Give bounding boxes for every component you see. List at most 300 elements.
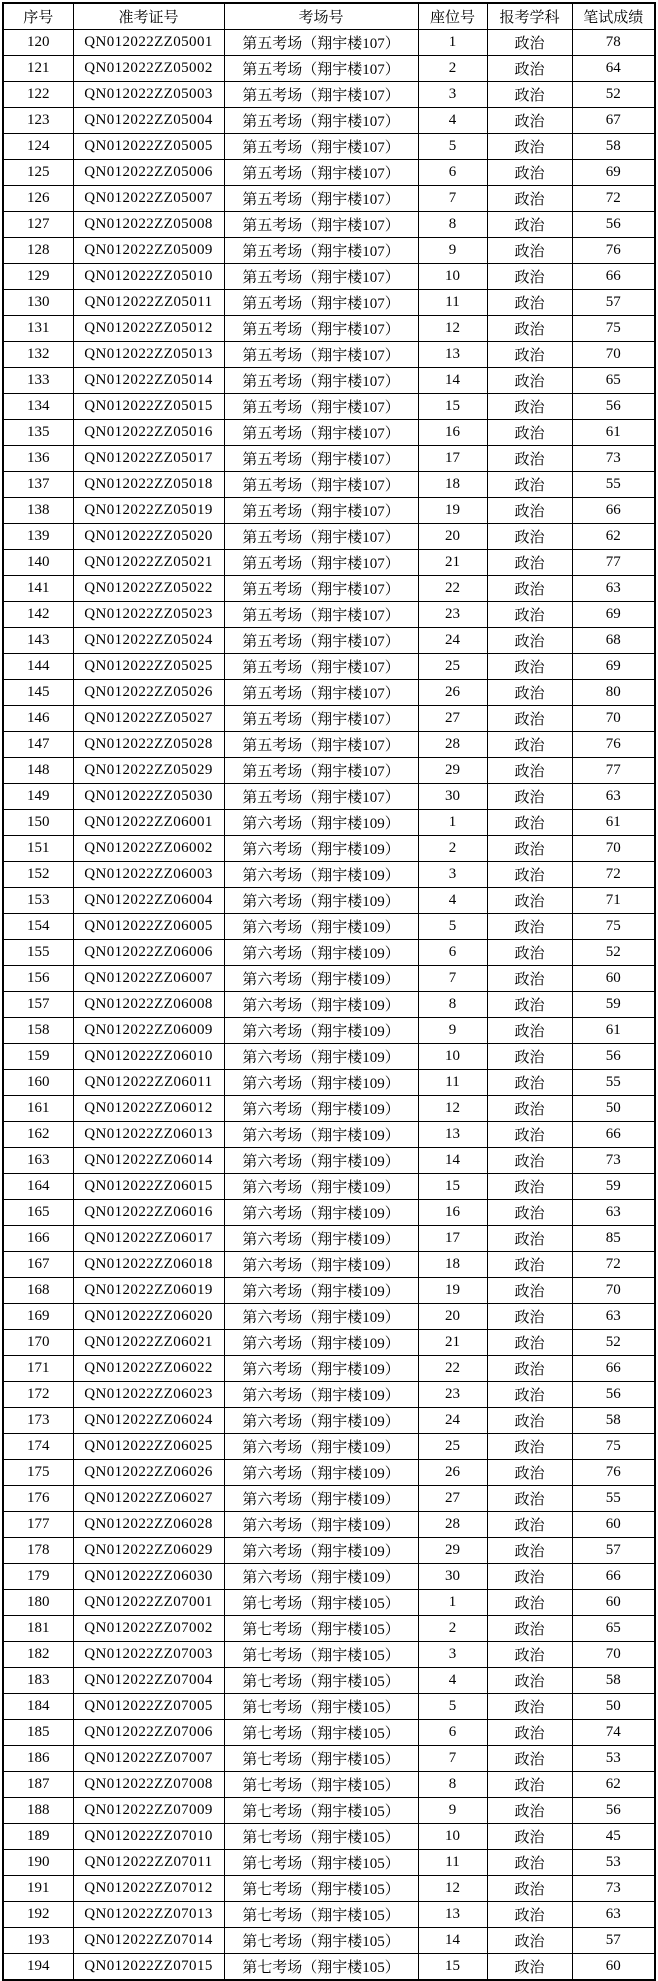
cell-subject: 政治	[487, 706, 572, 732]
cell-room: 第六考场（翔宇楼109）	[224, 1018, 418, 1044]
cell-serial: 185	[3, 1720, 73, 1746]
table-row	[3, 56, 655, 82]
cell-subject: 政治	[487, 758, 572, 784]
cell-subject: 政治	[487, 732, 572, 758]
table-row	[3, 966, 655, 992]
cell-serial: 126	[3, 186, 73, 212]
cell-seat: 4	[418, 888, 487, 914]
cell-serial: 122	[3, 82, 73, 108]
cell-room: 第七考场（翔宇楼105）	[224, 1798, 418, 1824]
cell-subject: 政治	[487, 1720, 572, 1746]
cell-ticket: QN012022ZZ07015	[73, 1954, 224, 1981]
cell-subject: 政治	[487, 1226, 572, 1252]
cell-serial: 189	[3, 1824, 73, 1850]
table-row	[3, 914, 655, 940]
cell-subject: 政治	[487, 30, 572, 56]
cell-ticket: QN012022ZZ05012	[73, 316, 224, 342]
cell-subject: 政治	[487, 1538, 572, 1564]
cell-score: 75	[572, 914, 655, 940]
cell-ticket: QN012022ZZ05023	[73, 602, 224, 628]
cell-room: 第五考场（翔宇楼107）	[224, 56, 418, 82]
cell-score: 60	[572, 1512, 655, 1538]
cell-score: 56	[572, 1798, 655, 1824]
cell-ticket: QN012022ZZ05020	[73, 524, 224, 550]
cell-score: 52	[572, 1330, 655, 1356]
cell-ticket: QN012022ZZ05001	[73, 30, 224, 56]
cell-ticket: QN012022ZZ06014	[73, 1148, 224, 1174]
cell-room: 第五考场（翔宇楼107）	[224, 758, 418, 784]
cell-serial: 131	[3, 316, 73, 342]
cell-subject: 政治	[487, 1044, 572, 1070]
cell-seat: 15	[418, 1954, 487, 1981]
cell-ticket: QN012022ZZ05017	[73, 446, 224, 472]
cell-serial: 173	[3, 1408, 73, 1434]
table-row	[3, 784, 655, 810]
cell-score: 73	[572, 1148, 655, 1174]
cell-serial: 145	[3, 680, 73, 706]
cell-room: 第五考场（翔宇楼107）	[224, 368, 418, 394]
cell-room: 第五考场（翔宇楼107）	[224, 238, 418, 264]
cell-room: 第七考场（翔宇楼105）	[224, 1876, 418, 1902]
cell-subject: 政治	[487, 394, 572, 420]
cell-score: 63	[572, 1200, 655, 1226]
cell-serial: 132	[3, 342, 73, 368]
cell-ticket: QN012022ZZ06013	[73, 1122, 224, 1148]
table-row	[3, 1044, 655, 1070]
cell-ticket: QN012022ZZ06006	[73, 940, 224, 966]
cell-ticket: QN012022ZZ06017	[73, 1226, 224, 1252]
cell-score: 76	[572, 732, 655, 758]
cell-subject: 政治	[487, 940, 572, 966]
table-row	[3, 238, 655, 264]
cell-score: 63	[572, 1304, 655, 1330]
cell-serial: 133	[3, 368, 73, 394]
cell-seat: 29	[418, 1538, 487, 1564]
cell-room: 第六考场（翔宇楼109）	[224, 1252, 418, 1278]
cell-score: 75	[572, 316, 655, 342]
cell-subject: 政治	[487, 238, 572, 264]
cell-ticket: QN012022ZZ05016	[73, 420, 224, 446]
cell-ticket: QN012022ZZ07007	[73, 1746, 224, 1772]
cell-serial: 164	[3, 1174, 73, 1200]
cell-seat: 28	[418, 1512, 487, 1538]
table-row	[3, 1148, 655, 1174]
cell-room: 第六考场（翔宇楼109）	[224, 1226, 418, 1252]
cell-score: 55	[572, 1070, 655, 1096]
cell-score: 53	[572, 1746, 655, 1772]
cell-ticket: QN012022ZZ05027	[73, 706, 224, 732]
cell-serial: 147	[3, 732, 73, 758]
cell-seat: 6	[418, 940, 487, 966]
cell-seat: 27	[418, 1486, 487, 1512]
cell-serial: 137	[3, 472, 73, 498]
cell-ticket: QN012022ZZ07010	[73, 1824, 224, 1850]
table-row	[3, 446, 655, 472]
cell-ticket: QN012022ZZ07001	[73, 1590, 224, 1616]
cell-score: 70	[572, 1278, 655, 1304]
table-row	[3, 30, 655, 56]
cell-ticket: QN012022ZZ07003	[73, 1642, 224, 1668]
cell-serial: 141	[3, 576, 73, 602]
table-row	[3, 836, 655, 862]
cell-score: 56	[572, 1382, 655, 1408]
cell-seat: 22	[418, 576, 487, 602]
cell-subject: 政治	[487, 862, 572, 888]
cell-subject: 政治	[487, 1512, 572, 1538]
cell-seat: 29	[418, 758, 487, 784]
cell-subject: 政治	[487, 1590, 572, 1616]
cell-subject: 政治	[487, 654, 572, 680]
cell-room: 第七考场（翔宇楼105）	[224, 1902, 418, 1928]
cell-seat: 11	[418, 1850, 487, 1876]
table-row	[3, 524, 655, 550]
cell-ticket: QN012022ZZ05029	[73, 758, 224, 784]
cell-room: 第六考场（翔宇楼109）	[224, 1434, 418, 1460]
cell-serial: 140	[3, 550, 73, 576]
cell-serial: 193	[3, 1928, 73, 1954]
table-row	[3, 1278, 655, 1304]
cell-ticket: QN012022ZZ06023	[73, 1382, 224, 1408]
cell-serial: 139	[3, 524, 73, 550]
header-exam-room: 考场号	[224, 3, 418, 30]
cell-score: 73	[572, 1876, 655, 1902]
cell-subject: 政治	[487, 1642, 572, 1668]
table-row	[3, 342, 655, 368]
table-row	[3, 1408, 655, 1434]
cell-ticket: QN012022ZZ05019	[73, 498, 224, 524]
table-row	[3, 1564, 655, 1590]
cell-serial: 171	[3, 1356, 73, 1382]
cell-room: 第七考场（翔宇楼105）	[224, 1772, 418, 1798]
cell-score: 77	[572, 550, 655, 576]
cell-subject: 政治	[487, 1252, 572, 1278]
cell-room: 第六考场（翔宇楼109）	[224, 992, 418, 1018]
cell-seat: 30	[418, 784, 487, 810]
table-row	[3, 186, 655, 212]
cell-serial: 163	[3, 1148, 73, 1174]
cell-room: 第六考场（翔宇楼109）	[224, 1382, 418, 1408]
cell-room: 第六考场（翔宇楼109）	[224, 1538, 418, 1564]
cell-ticket: QN012022ZZ06019	[73, 1278, 224, 1304]
cell-score: 63	[572, 784, 655, 810]
cell-ticket: QN012022ZZ06011	[73, 1070, 224, 1096]
cell-seat: 5	[418, 134, 487, 160]
cell-seat: 9	[418, 1018, 487, 1044]
cell-subject: 政治	[487, 784, 572, 810]
cell-score: 50	[572, 1096, 655, 1122]
cell-subject: 政治	[487, 316, 572, 342]
cell-subject: 政治	[487, 212, 572, 238]
cell-seat: 24	[418, 1408, 487, 1434]
cell-serial: 191	[3, 1876, 73, 1902]
cell-score: 59	[572, 1174, 655, 1200]
cell-seat: 23	[418, 1382, 487, 1408]
cell-seat: 2	[418, 836, 487, 862]
cell-room: 第七考场（翔宇楼105）	[224, 1928, 418, 1954]
cell-seat: 23	[418, 602, 487, 628]
cell-serial: 120	[3, 30, 73, 56]
cell-room: 第六考场（翔宇楼109）	[224, 810, 418, 836]
cell-room: 第五考场（翔宇楼107）	[224, 160, 418, 186]
cell-score: 52	[572, 82, 655, 108]
cell-score: 56	[572, 212, 655, 238]
cell-serial: 172	[3, 1382, 73, 1408]
cell-score: 66	[572, 1122, 655, 1148]
cell-room: 第六考场（翔宇楼109）	[224, 940, 418, 966]
cell-serial: 158	[3, 1018, 73, 1044]
table-row	[3, 1954, 655, 1981]
cell-score: 63	[572, 576, 655, 602]
cell-ticket: QN012022ZZ07008	[73, 1772, 224, 1798]
cell-seat: 1	[418, 30, 487, 56]
cell-score: 76	[572, 238, 655, 264]
cell-serial: 175	[3, 1460, 73, 1486]
cell-seat: 10	[418, 1824, 487, 1850]
cell-subject: 政治	[487, 56, 572, 82]
cell-ticket: QN012022ZZ05002	[73, 56, 224, 82]
cell-seat: 13	[418, 1902, 487, 1928]
cell-seat: 14	[418, 1148, 487, 1174]
table-row	[3, 1720, 655, 1746]
cell-serial: 121	[3, 56, 73, 82]
cell-subject: 政治	[487, 602, 572, 628]
table-row	[3, 940, 655, 966]
cell-serial: 130	[3, 290, 73, 316]
cell-ticket: QN012022ZZ05010	[73, 264, 224, 290]
table-row	[3, 1642, 655, 1668]
cell-subject: 政治	[487, 680, 572, 706]
cell-subject: 政治	[487, 628, 572, 654]
cell-room: 第五考场（翔宇楼107）	[224, 212, 418, 238]
cell-serial: 165	[3, 1200, 73, 1226]
table-row	[3, 628, 655, 654]
cell-score: 57	[572, 1538, 655, 1564]
cell-room: 第五考场（翔宇楼107）	[224, 186, 418, 212]
cell-serial: 176	[3, 1486, 73, 1512]
cell-subject: 政治	[487, 992, 572, 1018]
cell-ticket: QN012022ZZ06024	[73, 1408, 224, 1434]
table-body	[3, 30, 655, 1981]
cell-subject: 政治	[487, 1746, 572, 1772]
header-admission-ticket-number: 准考证号	[73, 3, 224, 30]
cell-subject: 政治	[487, 1070, 572, 1096]
cell-serial: 150	[3, 810, 73, 836]
cell-ticket: QN012022ZZ06025	[73, 1434, 224, 1460]
table-row	[3, 160, 655, 186]
cell-serial: 125	[3, 160, 73, 186]
cell-seat: 1	[418, 1590, 487, 1616]
cell-subject: 政治	[487, 82, 572, 108]
table-row	[3, 758, 655, 784]
cell-room: 第五考场（翔宇楼107）	[224, 316, 418, 342]
cell-ticket: QN012022ZZ05021	[73, 550, 224, 576]
cell-ticket: QN012022ZZ05014	[73, 368, 224, 394]
cell-room: 第五考场（翔宇楼107）	[224, 82, 418, 108]
cell-room: 第五考场（翔宇楼107）	[224, 394, 418, 420]
table-row	[3, 1928, 655, 1954]
cell-score: 72	[572, 186, 655, 212]
table-row	[3, 498, 655, 524]
cell-subject: 政治	[487, 576, 572, 602]
cell-score: 55	[572, 1486, 655, 1512]
cell-subject: 政治	[487, 342, 572, 368]
cell-room: 第五考场（翔宇楼107）	[224, 472, 418, 498]
table-row	[3, 1122, 655, 1148]
cell-room: 第五考场（翔宇楼107）	[224, 602, 418, 628]
exam-results-table	[2, 2, 656, 1981]
cell-subject: 政治	[487, 1824, 572, 1850]
cell-score: 69	[572, 160, 655, 186]
cell-score: 65	[572, 1616, 655, 1642]
cell-room: 第五考场（翔宇楼107）	[224, 446, 418, 472]
cell-subject: 政治	[487, 1928, 572, 1954]
cell-ticket: QN012022ZZ06026	[73, 1460, 224, 1486]
cell-seat: 1	[418, 810, 487, 836]
cell-score: 63	[572, 1902, 655, 1928]
cell-room: 第五考场（翔宇楼107）	[224, 550, 418, 576]
cell-ticket: QN012022ZZ05025	[73, 654, 224, 680]
cell-score: 69	[572, 602, 655, 628]
table-row	[3, 1850, 655, 1876]
cell-subject: 政治	[487, 264, 572, 290]
cell-score: 58	[572, 134, 655, 160]
cell-score: 58	[572, 1668, 655, 1694]
cell-room: 第五考场（翔宇楼107）	[224, 680, 418, 706]
cell-room: 第七考场（翔宇楼105）	[224, 1850, 418, 1876]
table-row	[3, 1538, 655, 1564]
cell-room: 第七考场（翔宇楼105）	[224, 1720, 418, 1746]
cell-serial: 123	[3, 108, 73, 134]
cell-room: 第七考场（翔宇楼105）	[224, 1694, 418, 1720]
table-row	[3, 1096, 655, 1122]
cell-score: 77	[572, 758, 655, 784]
cell-serial: 134	[3, 394, 73, 420]
table-row	[3, 394, 655, 420]
cell-seat: 14	[418, 1928, 487, 1954]
cell-seat: 3	[418, 82, 487, 108]
cell-score: 85	[572, 1226, 655, 1252]
cell-room: 第五考场（翔宇楼107）	[224, 524, 418, 550]
table-row	[3, 368, 655, 394]
cell-subject: 政治	[487, 108, 572, 134]
cell-room: 第七考场（翔宇楼105）	[224, 1746, 418, 1772]
cell-serial: 167	[3, 1252, 73, 1278]
cell-room: 第六考场（翔宇楼109）	[224, 1070, 418, 1096]
cell-room: 第七考场（翔宇楼105）	[224, 1590, 418, 1616]
cell-ticket: QN012022ZZ05024	[73, 628, 224, 654]
cell-score: 62	[572, 524, 655, 550]
cell-serial: 135	[3, 420, 73, 446]
cell-ticket: QN012022ZZ05008	[73, 212, 224, 238]
table-row	[3, 1200, 655, 1226]
cell-room: 第五考场（翔宇楼107）	[224, 264, 418, 290]
table-row	[3, 420, 655, 446]
cell-room: 第六考场（翔宇楼109）	[224, 1096, 418, 1122]
cell-seat: 21	[418, 550, 487, 576]
cell-seat: 6	[418, 1720, 487, 1746]
cell-room: 第七考场（翔宇楼105）	[224, 1954, 418, 1981]
cell-subject: 政治	[487, 1954, 572, 1981]
cell-serial: 160	[3, 1070, 73, 1096]
cell-room: 第五考场（翔宇楼107）	[224, 342, 418, 368]
cell-subject: 政治	[487, 1122, 572, 1148]
cell-score: 52	[572, 940, 655, 966]
table-row	[3, 472, 655, 498]
cell-ticket: QN012022ZZ06003	[73, 862, 224, 888]
cell-room: 第五考场（翔宇楼107）	[224, 134, 418, 160]
cell-subject: 政治	[487, 550, 572, 576]
cell-seat: 2	[418, 1616, 487, 1642]
cell-serial: 128	[3, 238, 73, 264]
cell-serial: 152	[3, 862, 73, 888]
cell-room: 第七考场（翔宇楼105）	[224, 1668, 418, 1694]
cell-room: 第五考场（翔宇楼107）	[224, 628, 418, 654]
table-row	[3, 992, 655, 1018]
cell-serial: 190	[3, 1850, 73, 1876]
cell-serial: 174	[3, 1434, 73, 1460]
cell-serial: 151	[3, 836, 73, 862]
cell-seat: 8	[418, 992, 487, 1018]
cell-subject: 政治	[487, 1148, 572, 1174]
cell-seat: 30	[418, 1564, 487, 1590]
cell-seat: 21	[418, 1330, 487, 1356]
cell-seat: 26	[418, 1460, 487, 1486]
cell-room: 第六考场（翔宇楼109）	[224, 1044, 418, 1070]
cell-serial: 157	[3, 992, 73, 1018]
table-row	[3, 1824, 655, 1850]
cell-ticket: QN012022ZZ07009	[73, 1798, 224, 1824]
cell-room: 第五考场（翔宇楼107）	[224, 784, 418, 810]
cell-serial: 124	[3, 134, 73, 160]
cell-subject: 政治	[487, 966, 572, 992]
cell-seat: 7	[418, 966, 487, 992]
table-row	[3, 1486, 655, 1512]
cell-room: 第七考场（翔宇楼105）	[224, 1642, 418, 1668]
cell-seat: 10	[418, 1044, 487, 1070]
table-row	[3, 550, 655, 576]
cell-serial: 170	[3, 1330, 73, 1356]
cell-subject: 政治	[487, 888, 572, 914]
cell-score: 58	[572, 1408, 655, 1434]
cell-room: 第五考场（翔宇楼107）	[224, 30, 418, 56]
cell-room: 第六考场（翔宇楼109）	[224, 1564, 418, 1590]
cell-serial: 161	[3, 1096, 73, 1122]
cell-score: 61	[572, 1018, 655, 1044]
cell-seat: 12	[418, 1096, 487, 1122]
cell-seat: 12	[418, 316, 487, 342]
header-row	[3, 3, 655, 30]
cell-subject: 政治	[487, 498, 572, 524]
table-row	[3, 290, 655, 316]
table-row	[3, 1746, 655, 1772]
cell-ticket: QN012022ZZ06030	[73, 1564, 224, 1590]
cell-score: 66	[572, 264, 655, 290]
header-serial-number: 序号	[3, 3, 73, 30]
cell-seat: 15	[418, 394, 487, 420]
cell-score: 65	[572, 368, 655, 394]
cell-seat: 26	[418, 680, 487, 706]
cell-ticket: QN012022ZZ06028	[73, 1512, 224, 1538]
cell-score: 70	[572, 706, 655, 732]
table-row	[3, 1304, 655, 1330]
cell-room: 第五考场（翔宇楼107）	[224, 290, 418, 316]
cell-serial: 162	[3, 1122, 73, 1148]
cell-seat: 9	[418, 238, 487, 264]
cell-serial: 143	[3, 628, 73, 654]
cell-score: 61	[572, 810, 655, 836]
table-row	[3, 1434, 655, 1460]
cell-seat: 7	[418, 1746, 487, 1772]
